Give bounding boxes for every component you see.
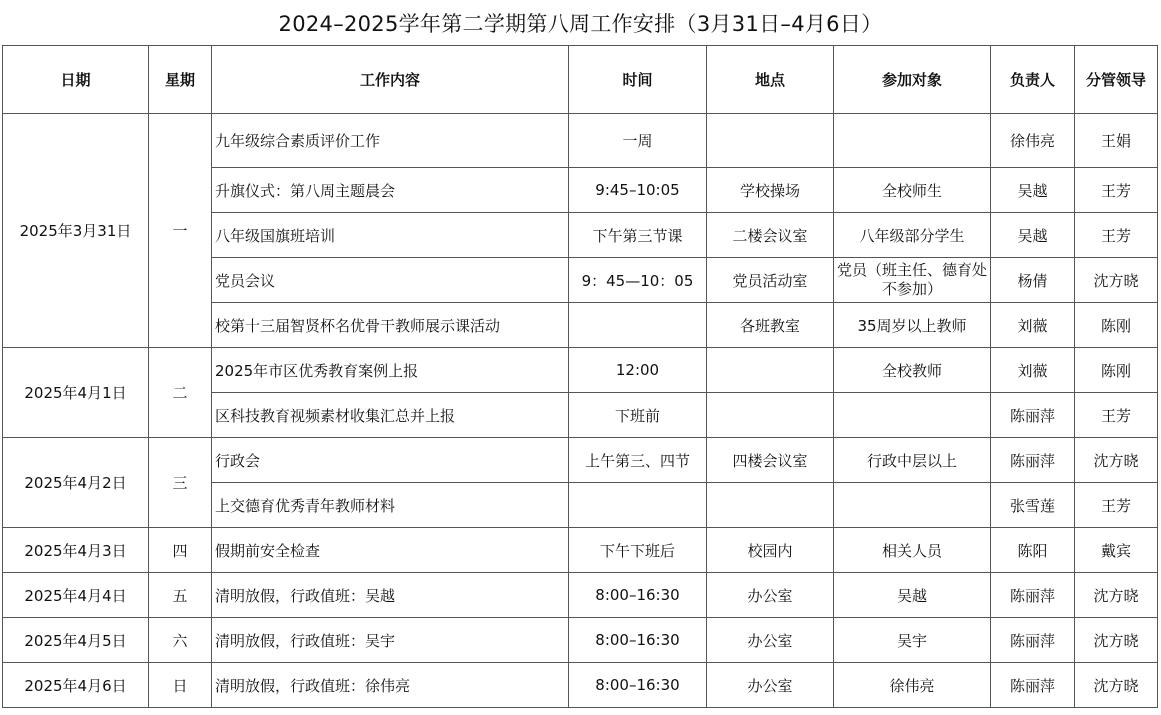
date-cell: 2025年4月3日 [3, 528, 149, 573]
owner-cell: 徐伟亮 [991, 114, 1075, 168]
place-cell: 办公室 [707, 573, 834, 618]
content-cell: 九年级综合素质评价工作 [212, 114, 569, 168]
table-row [3, 348, 1158, 393]
content-cell: 清明放假，行政值班：吴宇 [212, 618, 569, 663]
participants-cell: 35周岁以上教师 [834, 303, 991, 348]
participants-cell: 党员（班主任、德育处不参加） [834, 258, 991, 303]
header-date: 日期 [3, 46, 149, 114]
owner-cell: 张雪莲 [991, 483, 1075, 528]
weekday-cell: 六 [149, 618, 212, 663]
place-cell [707, 393, 834, 438]
content-cell: 八年级国旗班培训 [212, 213, 569, 258]
content-cell: 升旗仪式：第八周主题晨会 [212, 168, 569, 213]
time-cell: 一周 [569, 114, 707, 168]
content-cell: 假期前安全检查 [212, 528, 569, 573]
page-title: 2024–2025学年第二学期第八周工作安排（3月31日–4月6日） [278, 12, 883, 36]
header-weekday: 星期 [149, 46, 212, 114]
place-cell [707, 483, 834, 528]
schedule-table [2, 45, 1158, 708]
place-cell: 二楼会议室 [707, 213, 834, 258]
content-cell: 上交德育优秀青年教师材料 [212, 483, 569, 528]
leader-cell: 陈刚 [1075, 303, 1158, 348]
leader-cell: 王娟 [1075, 114, 1158, 168]
header-row [3, 46, 1158, 114]
header-content: 工作内容 [212, 46, 569, 114]
table-row [3, 114, 1158, 168]
date-cell: 2025年4月2日 [3, 438, 149, 528]
content-cell: 清明放假，行政值班：徐伟亮 [212, 663, 569, 708]
owner-cell: 陈丽萍 [991, 438, 1075, 483]
content-cell: 清明放假，行政值班：吴越 [212, 573, 569, 618]
place-cell: 各班教室 [707, 303, 834, 348]
owner-cell: 刘薇 [991, 348, 1075, 393]
leader-cell: 戴宾 [1075, 528, 1158, 573]
weekday-cell: 五 [149, 573, 212, 618]
participants-cell [834, 393, 991, 438]
place-cell: 办公室 [707, 618, 834, 663]
time-cell: 8:00–16:30 [569, 573, 707, 618]
time-cell: 9：45—10：05 [569, 258, 707, 303]
content-cell: 党员会议 [212, 258, 569, 303]
place-cell [707, 114, 834, 168]
date-cell: 2025年4月6日 [3, 663, 149, 708]
leader-cell: 沈方晓 [1075, 663, 1158, 708]
time-cell: 12:00 [569, 348, 707, 393]
weekday-cell: 三 [149, 438, 212, 528]
date-cell: 2025年4月5日 [3, 618, 149, 663]
time-cell [569, 483, 707, 528]
participants-cell [834, 483, 991, 528]
header-participants: 参加对象 [834, 46, 991, 114]
owner-cell: 陈丽萍 [991, 618, 1075, 663]
header-owner: 负责人 [991, 46, 1075, 114]
owner-cell: 杨倩 [991, 258, 1075, 303]
weekday-cell: 二 [149, 348, 212, 438]
content-cell: 2025年市区优秀教育案例上报 [212, 348, 569, 393]
participants-cell: 行政中层以上 [834, 438, 991, 483]
leader-cell: 沈方晓 [1075, 438, 1158, 483]
owner-cell: 吴越 [991, 213, 1075, 258]
leader-cell: 沈方晓 [1075, 573, 1158, 618]
time-cell: 上午第三、四节 [569, 438, 707, 483]
place-cell: 办公室 [707, 663, 834, 708]
weekday-cell: 一 [149, 114, 212, 348]
owner-cell: 陈阳 [991, 528, 1075, 573]
table-row [3, 663, 1158, 708]
time-cell: 9:45–10:05 [569, 168, 707, 213]
leader-cell: 王芳 [1075, 483, 1158, 528]
participants-cell: 全校师生 [834, 168, 991, 213]
header-place: 地点 [707, 46, 834, 114]
owner-cell: 刘薇 [991, 303, 1075, 348]
content-cell: 行政会 [212, 438, 569, 483]
table-row [3, 528, 1158, 573]
leader-cell: 王芳 [1075, 393, 1158, 438]
header-time: 时间 [569, 46, 707, 114]
leader-cell: 沈方晓 [1075, 258, 1158, 303]
owner-cell: 陈丽萍 [991, 573, 1075, 618]
leader-cell: 王芳 [1075, 213, 1158, 258]
participants-cell: 吴宇 [834, 618, 991, 663]
header-leader: 分管领导 [1075, 46, 1158, 114]
date-cell: 2025年3月31日 [3, 114, 149, 348]
owner-cell: 吴越 [991, 168, 1075, 213]
leader-cell: 沈方晓 [1075, 618, 1158, 663]
weekday-cell: 日 [149, 663, 212, 708]
content-cell: 区科技教育视频素材收集汇总并上报 [212, 393, 569, 438]
table-row [3, 618, 1158, 663]
participants-cell [834, 114, 991, 168]
participants-cell: 相关人员 [834, 528, 991, 573]
content-cell: 校第十三届智贤杯名优骨干教师展示课活动 [212, 303, 569, 348]
weekday-cell: 四 [149, 528, 212, 573]
participants-cell: 徐伟亮 [834, 663, 991, 708]
time-cell: 8:00–16:30 [569, 663, 707, 708]
time-cell: 8:00–16:30 [569, 618, 707, 663]
place-cell: 校园内 [707, 528, 834, 573]
date-cell: 2025年4月4日 [3, 573, 149, 618]
time-cell: 下午下班后 [569, 528, 707, 573]
leader-cell: 陈刚 [1075, 348, 1158, 393]
place-cell: 学校操场 [707, 168, 834, 213]
place-cell [707, 348, 834, 393]
table-row [3, 573, 1158, 618]
owner-cell: 陈丽萍 [991, 393, 1075, 438]
time-cell [569, 303, 707, 348]
place-cell: 四楼会议室 [707, 438, 834, 483]
time-cell: 下班前 [569, 393, 707, 438]
table-row [3, 438, 1158, 483]
place-cell: 党员活动室 [707, 258, 834, 303]
participants-cell: 吴越 [834, 573, 991, 618]
date-cell: 2025年4月1日 [3, 348, 149, 438]
leader-cell: 王芳 [1075, 168, 1158, 213]
time-cell: 下午第三节课 [569, 213, 707, 258]
participants-cell: 八年级部分学生 [834, 213, 991, 258]
participants-cell: 全校教师 [834, 348, 991, 393]
owner-cell: 陈丽萍 [991, 663, 1075, 708]
